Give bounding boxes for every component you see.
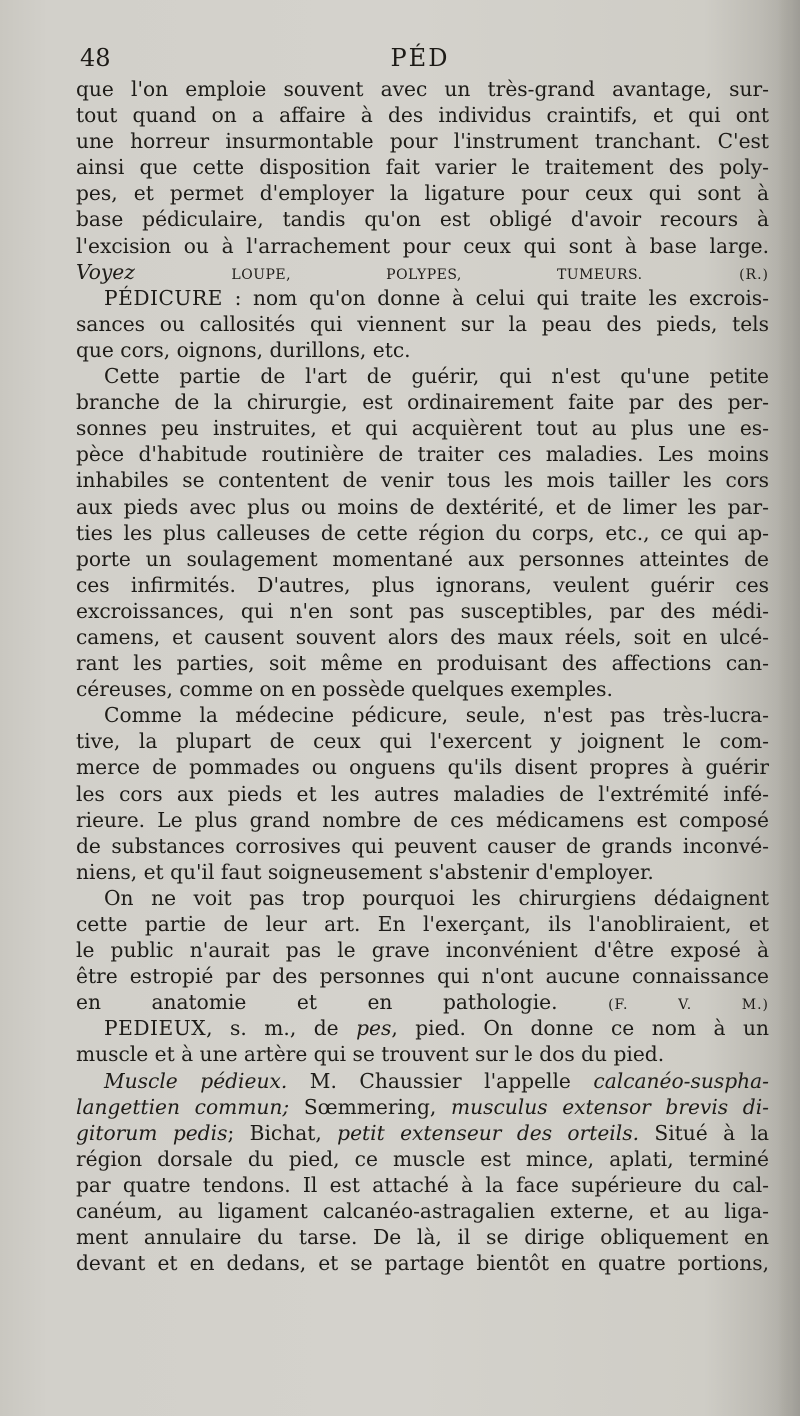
text-line: rant les parties, soit même en produisant des affections can- [76, 651, 769, 676]
text-line-signed [76, 989, 769, 1015]
italic-fragment: musculus extensor brevis di- [450, 1094, 769, 1119]
text-line: Cette partie de l'art de guérir, qui n'est qu'une petite [104, 364, 769, 389]
italic-fragment: Muscle pédieux. [104, 1068, 288, 1093]
text-line: ties les plus calleuses de cette région du corps, etc., ce qui ap- [76, 520, 769, 545]
text-line: de substances corrosives qui peuvent causer de grands inconvé- [76, 833, 769, 858]
text-line: l'excision ou à l'arrachement pour ceux qui sont à base large. [76, 233, 769, 258]
text-fragment: Sœmmering, [289, 1094, 451, 1119]
author-signature: (R.) [739, 266, 769, 283]
latin-word: pes [356, 1016, 392, 1041]
text-fragment: en anatomie et en pathologie. [76, 990, 558, 1015]
italic-fragment: gitorum pedis [76, 1120, 228, 1145]
text-line: cette partie de leur art. En l'exerçant, ils l'anobliraient, et [76, 912, 769, 936]
text-fragment: M. Chaussier l'appelle [287, 1068, 594, 1093]
text-line: les cors aux pieds et les autres maladies de l'extrémité infé- [76, 781, 769, 806]
text-line: rieure. Le plus grand nombre de ces médicamens est composé [76, 807, 769, 832]
text-line: tive, la plupart de ceux qui l'exercent y joignent le com- [76, 729, 769, 754]
text-line: par quatre tendons. Il est attaché à la face supérieure du cal- [76, 1172, 769, 1197]
text-line: base pédiculaire, tandis qu'on est obligé d'avoir recours à [76, 207, 769, 232]
entry-definition: : nom qu'on donne à celui qui traite les excrois- [234, 285, 769, 310]
running-head: PÉD [390, 44, 450, 72]
text-line: merce de pommades ou onguens qu'ils disent propres à guérir [76, 755, 769, 780]
text-line: pèce d'habitude routinière de traiter ces maladies. Les moins [76, 442, 769, 467]
text-line: devant et en dedans, et se partage bientôt en quatre portions, [76, 1251, 769, 1276]
voyez-label: Voyez [76, 259, 135, 284]
text-line: tout quand on a affaire à des individus craintifs, et qui ont [76, 103, 769, 128]
text-line: branche de la chirurgie, est ordinairement faite par des per- [76, 390, 769, 415]
text-line: Comme la médecine pédicure, seule, n'est pas très-lucra- [104, 703, 769, 728]
text-line: aux pieds avec plus ou moins de dextérité, et de limer les par- [76, 494, 769, 519]
author-signature: (F. V. M.) [608, 997, 769, 1014]
text-fragment: , pied. On donne ce nom à un [391, 1016, 769, 1041]
text-fragment: ; Bichat, [227, 1120, 338, 1145]
text-line: que l'on emploie souvent avec un très-grand avantage, sur- [76, 77, 769, 101]
text-line: le public n'aurait pas le grave inconvénient d'être exposé à [76, 938, 769, 963]
text-line: une horreur insurmontable pour l'instrument tranchant. C'est [76, 129, 769, 154]
entry-headword: PÉDICURE [104, 285, 223, 310]
text-line: sonnes peu instruites, et qui acquièrent tout au plus une es- [76, 416, 769, 441]
text-line-mixed [76, 1094, 769, 1120]
text-line: porte un soulagement momentané aux personnes atteintes de [76, 546, 769, 571]
text-line-cross-reference [76, 259, 769, 285]
italic-fragment: langettien commun; [76, 1094, 290, 1119]
text-line: muscle et à une artère qui se trouvent sur le dos du pied. [76, 1042, 665, 1067]
page-gutter-shadow [778, 0, 800, 1416]
page-header [80, 44, 760, 78]
italic-fragment: calcanéo-suspha- [593, 1068, 769, 1093]
text-fragment: , s. m., de [206, 1016, 357, 1041]
text-fragment: Situé à la [639, 1120, 769, 1145]
text-line: sances ou callosités qui viennent sur la peau des pieds, tels [76, 311, 769, 336]
page-number: 48 [80, 44, 111, 72]
text-line: être estropié par des personnes qui n'ont aucune connaissance [76, 964, 769, 989]
entry-pedicure [76, 285, 769, 311]
text-line: pes, et permet d'employer la ligature pour ceux qui sont à [76, 181, 769, 206]
text-line: ment annulaire du tarse. De là, il se dirige obliquement en [76, 1225, 769, 1250]
text-line: ces infirmités. D'autres, plus ignorans, veulent guérir ces [76, 572, 769, 597]
text-line: excroissances, qui n'en sont pas susceptibles, par des médi- [76, 598, 769, 623]
entry-headword: PEDIEUX [104, 1016, 207, 1041]
cross-reference-list: LOUPE, POLYPES, TUMEURS. [231, 266, 643, 283]
text-line: canéum, au ligament calcanéo-astragalien externe, et au liga- [76, 1199, 769, 1224]
text-line: On ne voit pas trop pourquoi les chirurgiens dédaignent [104, 885, 769, 910]
text-line: ainsi que cette disposition fait varier le traitement des poly- [76, 155, 769, 180]
text-line: inhabiles se contentent de venir tous les mois tailler les cors [76, 468, 769, 493]
body-text [76, 76, 769, 1276]
text-line: camens, et causent souvent alors des maux réels, soit en ulcé- [76, 624, 769, 649]
text-line-mixed [76, 1120, 769, 1146]
entry-pedieux [76, 1015, 769, 1041]
text-line: céreuses, comme on en possède quelques exemples. [76, 677, 613, 702]
text-line-mixed [76, 1068, 769, 1094]
italic-fragment: petit extenseur des orteils. [337, 1120, 639, 1145]
text-line: niens, et qu'il faut soigneusement s'abstenir d'employer. [76, 859, 654, 884]
text-line: région dorsale du pied, ce muscle est mince, aplati, terminé [76, 1146, 769, 1171]
text-line: que cors, oignons, durillons, etc. [76, 337, 411, 362]
